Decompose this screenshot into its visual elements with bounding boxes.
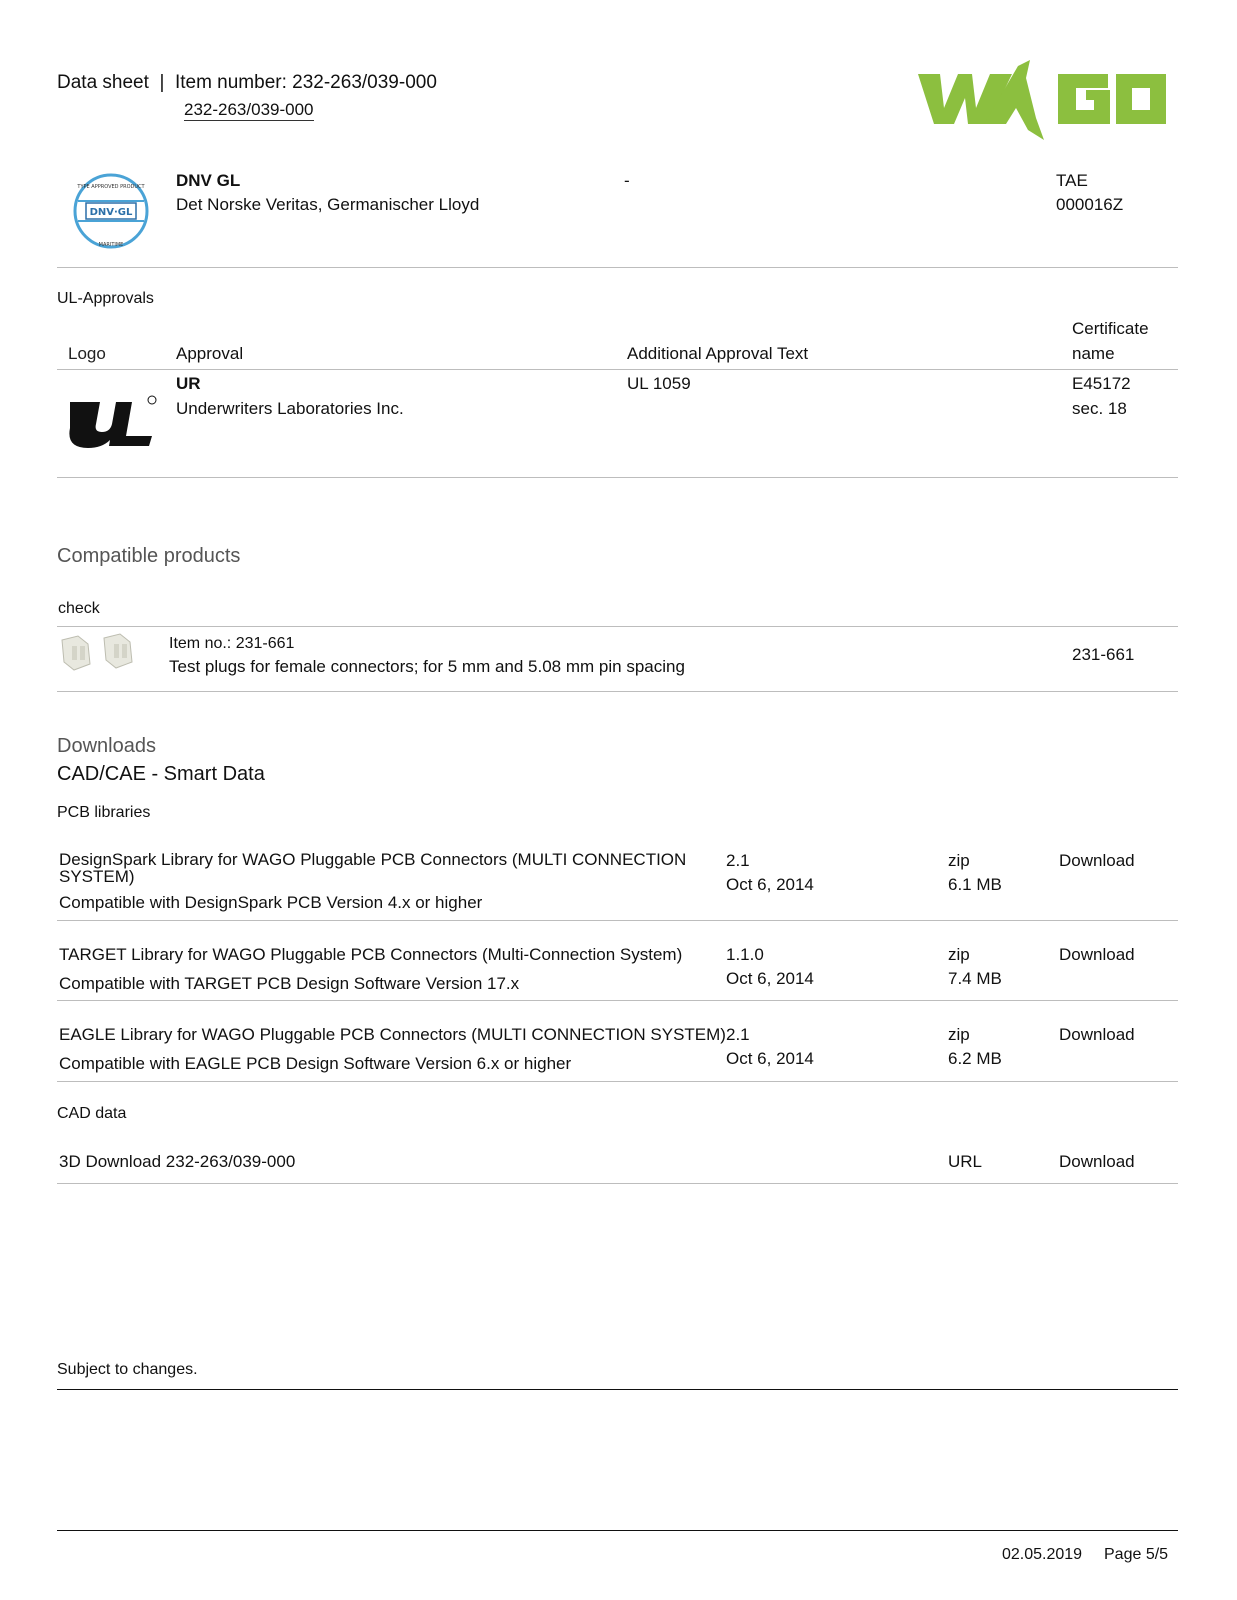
page-title: Data sheet | Item number: 232-263/039-000: [57, 72, 437, 93]
download-item-type: zip: [948, 1025, 970, 1044]
download-item-description: Compatible with DesignSpark PCB Version 4.x or higher: [59, 893, 483, 912]
pcb-libraries-label: PCB libraries: [57, 804, 151, 821]
compatible-item-description: Test plugs for female connectors; for 5 mm and 5.08 mm pin spacing: [169, 657, 685, 676]
divider: [57, 369, 1178, 370]
divider: [57, 267, 1178, 268]
dnv-gl-logo: [68, 168, 154, 254]
compatible-group-label: check: [58, 600, 100, 617]
download-item-title: DesignSpark Library for WAGO Pluggable PCB Connectors (MULTI CONNECTION SYSTEM): [59, 850, 687, 886]
divider: [57, 691, 1178, 692]
download-item-description: Compatible with TARGET PCB Design Software Version 17.x: [59, 974, 520, 993]
compatible-item-number: 231-661: [1072, 645, 1135, 664]
divider: [57, 626, 1178, 627]
product-thumbnail: [58, 632, 148, 678]
download-link[interactable]: Download: [1059, 945, 1135, 964]
download-item-date: Oct 6, 2014: [726, 875, 814, 894]
ul-col-cert-line2: name: [1072, 344, 1115, 363]
dnv-cert-line2: 000016Z: [1056, 195, 1124, 214]
dnv-approval-full-name: Det Norske Veritas, Germanischer Lloyd: [176, 195, 480, 214]
download-item-date: Oct 6, 2014: [726, 1049, 814, 1068]
footer-page-number: Page 5/5: [1104, 1546, 1169, 1563]
divider: [57, 920, 1178, 921]
footer-note: Subject to changes.: [57, 1361, 198, 1378]
download-link[interactable]: Download: [1059, 851, 1135, 870]
download-item-description: Compatible with EAGLE PCB Design Software Version 6.x or higher: [59, 1054, 572, 1073]
ul-col-approval: Approval: [176, 344, 244, 363]
download-item-title: TARGET Library for WAGO Pluggable PCB Connectors (Multi-Connection System): [59, 945, 683, 964]
item-number-link[interactable]: 232-263/039-000: [184, 100, 314, 119]
download-item-date: Oct 6, 2014: [726, 969, 814, 988]
ul-approval-name: UR: [176, 374, 201, 393]
ul-cert-line2: sec. 18: [1072, 399, 1127, 418]
download-item-size: 7.4 MB: [948, 969, 1002, 988]
dnv-cert-line1: TAE: [1056, 171, 1088, 190]
ul-logo: [66, 394, 158, 452]
divider: [57, 1081, 1178, 1082]
downloads-section-title: Downloads: [57, 735, 156, 757]
download-item-version: 2.1: [726, 1025, 750, 1044]
divider: [57, 1183, 1178, 1184]
divider: [57, 1000, 1178, 1001]
svg-text:TYPE APPROVED PRODUCT: TYPE APPROVED PRODUCT: [77, 184, 145, 190]
download-item-type: zip: [948, 945, 970, 964]
dnv-additional-text: -: [624, 171, 630, 190]
download-item-version: 2.1: [726, 851, 750, 870]
compatible-item-title[interactable]: Item no.: 231-661: [169, 635, 295, 652]
ul-approval-full-name: Underwriters Laboratories Inc.: [176, 399, 404, 418]
divider: [57, 477, 1178, 478]
cad-data-label: CAD data: [57, 1105, 127, 1122]
footer-bottom-divider: [57, 1530, 1178, 1531]
cad-download-link[interactable]: Download: [1059, 1152, 1135, 1171]
download-link[interactable]: Download: [1059, 1025, 1135, 1044]
dnv-approval-name: DNV GL: [176, 171, 241, 190]
ul-additional-text: UL 1059: [627, 374, 691, 393]
wago-logo: [918, 58, 1178, 142]
download-item-size: 6.2 MB: [948, 1049, 1002, 1068]
ul-col-additional: Additional Approval Text: [627, 344, 809, 363]
download-item-type: zip: [948, 851, 970, 870]
downloads-subtitle: CAD/CAE - Smart Data: [57, 763, 265, 785]
download-item-title: EAGLE Library for WAGO Pluggable PCB Connectors (MULTI CONNECTION SYSTEM): [59, 1025, 726, 1044]
ul-cert-line1: E45172: [1072, 374, 1131, 393]
download-item-size: 6.1 MB: [948, 875, 1002, 894]
ul-section-title: UL-Approvals: [57, 290, 154, 307]
download-item-version: 1.1.0: [726, 945, 764, 964]
ul-col-logo: Logo: [68, 344, 106, 363]
footer-date: 02.05.2019: [1002, 1546, 1083, 1563]
footer-divider: [57, 1389, 1178, 1390]
cad-item-title: 3D Download 232-263/039-000: [59, 1152, 296, 1171]
cad-item-type: URL: [948, 1152, 983, 1171]
compatible-section-title: Compatible products: [57, 545, 241, 567]
svg-text:MARITIME: MARITIME: [98, 242, 124, 248]
svg-text:DNV·GL: DNV·GL: [89, 207, 133, 218]
ul-col-cert-line1: Certificate: [1072, 319, 1149, 338]
